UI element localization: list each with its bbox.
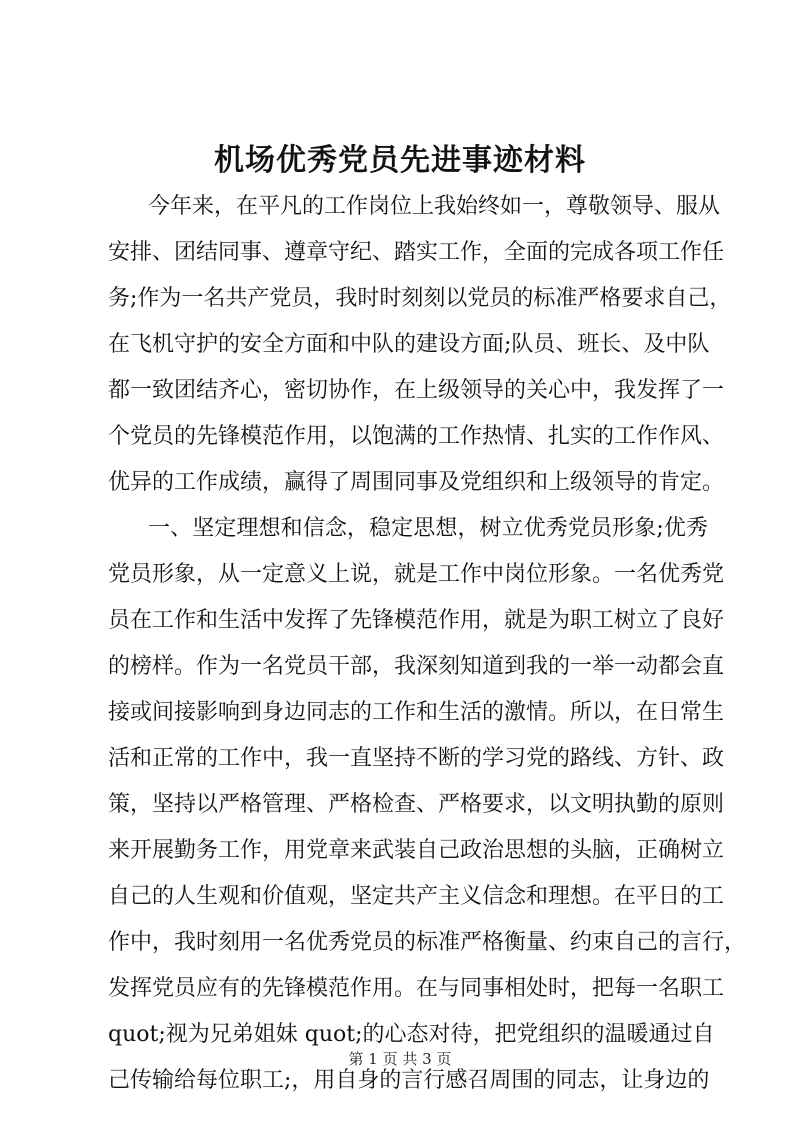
paragraph-line: 己传输给每位职工;，用自身的言行感召周围的同志，让身边的 [108, 1068, 710, 1093]
paragraph-line: 活和正常的工作中，我一直坚持不断的学习党的路线、方针、政 [108, 746, 725, 771]
paragraph-line: 优异的工作成绩，赢得了周围同事及党组织和上级领导的肯定。 [108, 470, 725, 495]
paragraph-line: 都一致团结齐心，密切协作，在上级领导的关心中，我发挥了一 [108, 378, 725, 403]
paragraph-line: 的榜样。作为一名党员干部，我深刻知道到我的一举一动都会直 [108, 654, 725, 679]
paragraph-line: 作中，我时刻用一名优秀党员的标准严格衡量、约束自己的言行， [108, 930, 747, 955]
paragraph-line: 发挥党员应有的先锋模范作用。在与同事相处时，把每一名职工 [108, 976, 725, 1001]
paragraph-line: 来开展勤务工作，用党章来武装自己政治思想的头脑，正确树立 [108, 838, 725, 863]
paragraph-line: 今年来，在平凡的工作岗位上我始终如一，尊敬领导、服从 [148, 194, 721, 219]
paragraph-line: 安排、团结同事、遵章守纪、踏实工作，全面的完成各项工作任 [108, 240, 725, 265]
paragraph-line: 在飞机守护的安全方面和中队的建设方面;队员、班长、及中队 [108, 332, 710, 357]
page-footer: 第 1 页 共 3 页 [348, 1050, 452, 1068]
paragraph-line: 党员形象，从一定意义上说，就是工作中岗位形象。一名优秀党 [108, 562, 725, 587]
paragraph-line: 个党员的先锋模范作用，以饱满的工作热情、扎实的工作作风、 [108, 424, 725, 449]
paragraph-line: 员在工作和生活中发挥了先锋模范作用，就是为职工树立了良好 [108, 608, 725, 633]
paragraph-line: 接或间接影响到身边同志的工作和生活的激情。所以，在日常生 [108, 700, 725, 725]
paragraph-line: 一、坚定理想和信念，稳定思想，树立优秀党员形象;优秀 [148, 516, 708, 541]
paragraph-line: 策，坚持以严格管理、严格检查、严格要求，以文明执勤的原则 [108, 792, 725, 817]
paragraph-line: 自己的人生观和价值观，坚定共产主义信念和理想。在平日的工 [108, 884, 725, 909]
document-body [108, 184, 747, 1104]
paragraph-line: quot;视为兄弟姐妹 quot;的心态对待，把党组织的温暖通过自 [108, 1022, 715, 1047]
paragraph-line: 务;作为一名共产党员，我时时刻刻以党员的标准严格要求自己， [108, 286, 732, 311]
document-title: 机场优秀党员先进事迹材料 [214, 143, 586, 178]
